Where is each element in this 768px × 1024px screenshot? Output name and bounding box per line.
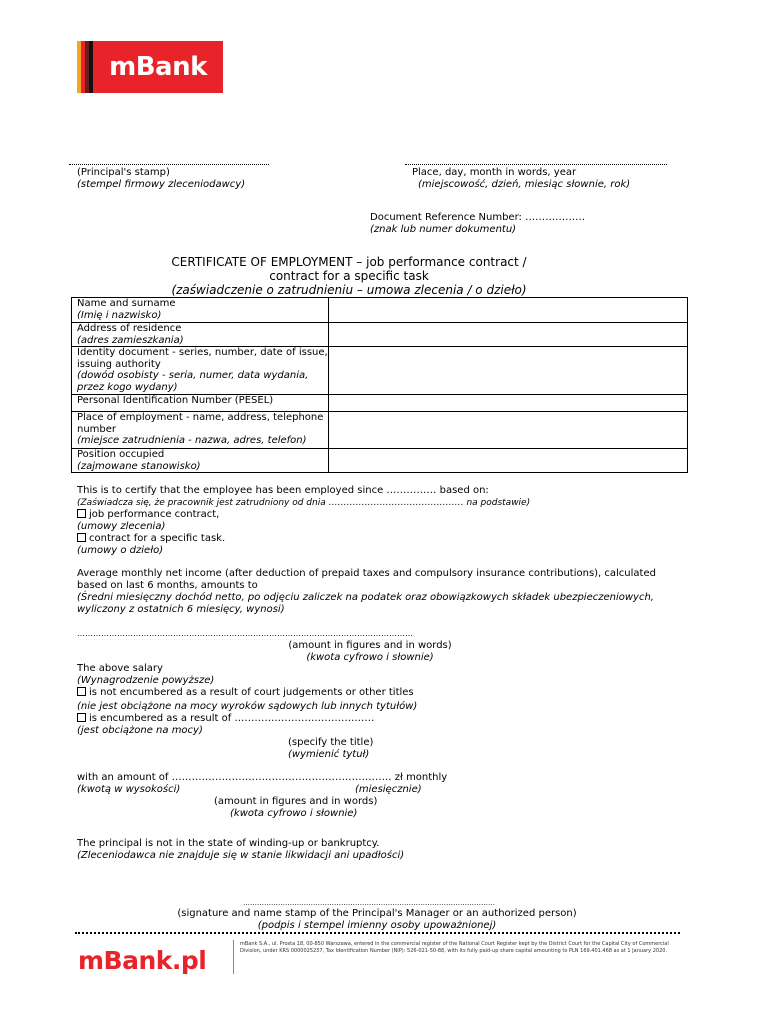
option-label: contract for a specific task. [89, 533, 226, 544]
mbank-logo [77, 41, 223, 93]
specify-title-label-pl: (wymienić tytuł) [288, 749, 370, 760]
employee-details-table [71, 297, 688, 473]
logo-stripes [77, 41, 93, 93]
figures-label-pl: (kwota cyfrowo i słownie) [230, 808, 358, 819]
footer-legal-text: mBank S.A., ul. Prosta 18, 00-850 Warszawa, entered in the commercial register of the National Court Register kept by the District Court for the Capital City of Commercial Division, under KRS 0000025237, Tax Identification Number (NIP): 526-021-50-88, with its fully paid-up share capital amounting to PLN 169.401.468 as at 1 January 2020. [240, 941, 669, 954]
row-label-pl: (miejsce zatrudnienia - nazwa, adres, telefon) [77, 435, 307, 446]
table-row [72, 298, 688, 323]
document-reference-pl: (znak lub numer dokumentu) [370, 224, 517, 235]
employment-place-field[interactable] [329, 412, 688, 449]
monthly-text-pl: (miesięcznie) [355, 784, 422, 795]
income-text-pl-1: (Średni miesięczny dochód netto, po odjęciu zaliczek na podatek oraz obowiązkowych składek ubezpieczeniowych, [77, 592, 654, 603]
not-encumbered-checkbox[interactable] [77, 687, 86, 696]
certify-text-pl: (Zaświadcza się, że pracownik jest zatrudniony od dnia ……………………………………… na podstawie) [77, 498, 531, 508]
certify-text: This is to certify that the employee has been employed since …………… based on: [77, 485, 489, 496]
job-performance-checkbox[interactable] [77, 509, 86, 518]
table-row [72, 395, 688, 412]
principal-stamp-label: (Principal's stamp) [77, 167, 170, 178]
row-label: Address of residence [77, 323, 182, 334]
place-date-dotted-line [405, 164, 667, 165]
amount-dotted-line: ……………………………………………………………………………………………………………… [77, 629, 413, 638]
title-line-1: CERTIFICATE OF EMPLOYMENT – job performance contract / [171, 255, 527, 269]
footer-divider [75, 932, 680, 934]
name-field[interactable] [329, 298, 688, 323]
logo-text: mBank [93, 41, 223, 93]
option-job-performance-pl: (umowy zlecenia) [77, 521, 166, 532]
option-specific-task [77, 533, 225, 545]
option-encumbered-pl: (jest obciążone na mocy) [77, 725, 203, 736]
option-label: job performance contract, [89, 509, 220, 520]
pesel-field[interactable] [329, 395, 688, 412]
row-label-pl: (Imię i nazwisko) [77, 309, 162, 321]
certificate-title [0, 255, 698, 297]
title-line-3: (zaświadczenie o zatrudnieniu – umowa zlecenia / o dzieło) [171, 283, 527, 297]
table-row [72, 323, 688, 347]
option-specific-task-pl: (umowy o dzieło) [77, 545, 164, 556]
income-text-1: Average monthly net income (after deduction of prepaid taxes and compulsory insurance contributions), calculated [77, 568, 656, 579]
with-amount-text: with an amount of ………………………………………………………… zł monthly [77, 772, 448, 783]
position-field[interactable] [329, 449, 688, 473]
row-label-pl: (zajmowane stanowisko) [77, 460, 201, 472]
option-not-encumbered-pl: (nie jest obciążone na mocy wyroków sądowych lub innych tytułów) [77, 701, 418, 712]
footer-logo: mBank.pl [78, 946, 207, 975]
identity-document-field[interactable] [329, 347, 688, 395]
option-not-encumbered [77, 687, 414, 699]
principal-status-text-pl: (Zleceniodawca nie znajduje się w stanie likwidacji ani upadłości) [77, 850, 405, 861]
amount-label-pl: (kwota cyfrowo i słownie) [306, 652, 434, 663]
option-encumbered [77, 713, 374, 725]
place-date-label-pl: (miejscowość, dzień, miesiąc słownie, rok) [418, 179, 631, 190]
table-row [72, 449, 688, 473]
signature-label-pl: (podpis i stempel imienny osoby upoważnionej) [257, 920, 497, 931]
signature-dotted-line: ……………………………………………………………………………………………… [243, 899, 495, 907]
row-label: Personal Identification Number (PESEL) [77, 395, 274, 406]
address-field[interactable] [329, 323, 688, 347]
principal-stamp-label-pl: (stempel firmowy zleceniodawcy) [77, 179, 246, 190]
encumbered-checkbox[interactable] [77, 713, 86, 722]
row-label-pl: (adres zamieszkania) [77, 334, 184, 346]
salary-text: The above salary [77, 663, 163, 674]
table-row [72, 347, 688, 395]
income-text-pl-2: wyliczony z ostatnich 6 miesięcy, wynosi) [77, 604, 285, 615]
row-label: Identity document - series, number, date of issue, issuing authority [77, 347, 328, 370]
row-label: Name and surname [77, 298, 176, 309]
title-line-2: contract for a specific task [269, 269, 429, 283]
place-date-label: Place, day, month in words, year [412, 167, 577, 178]
income-text-2: based on last 6 months, amounts to [77, 580, 258, 591]
figures-label: (amount in figures and in words) [214, 796, 378, 807]
row-label: Position occupied [77, 449, 165, 460]
specify-title-label: (specify the title) [288, 737, 374, 748]
signature-label: (signature and name stamp of the Principal's Manager or an authorized person) [177, 908, 577, 919]
option-label: is encumbered as a result of …………………………………… [89, 713, 375, 724]
stamp-dotted-line [69, 164, 269, 165]
amount-label: (amount in figures and in words) [288, 640, 452, 651]
option-job-performance [77, 509, 219, 521]
with-amount-text-pl: (kwotą w wysokości) [77, 784, 181, 795]
option-label: is not encumbered as a result of court judgements or other titles [89, 687, 414, 698]
row-label-pl: (dowód osobisty - seria, numer, data wydania, przez kogo wydany) [77, 370, 309, 393]
footer-vertical-divider [233, 940, 234, 974]
document-reference: Document Reference Number: ……………… [370, 212, 586, 223]
specific-task-checkbox[interactable] [77, 533, 86, 542]
row-label: Place of employment - name, address, telephone number [77, 412, 324, 435]
table-row [72, 412, 688, 449]
principal-status-text: The principal is not in the state of winding-up or bankruptcy. [77, 838, 380, 849]
salary-text-pl: (Wynagrodzenie powyższe) [77, 675, 215, 686]
